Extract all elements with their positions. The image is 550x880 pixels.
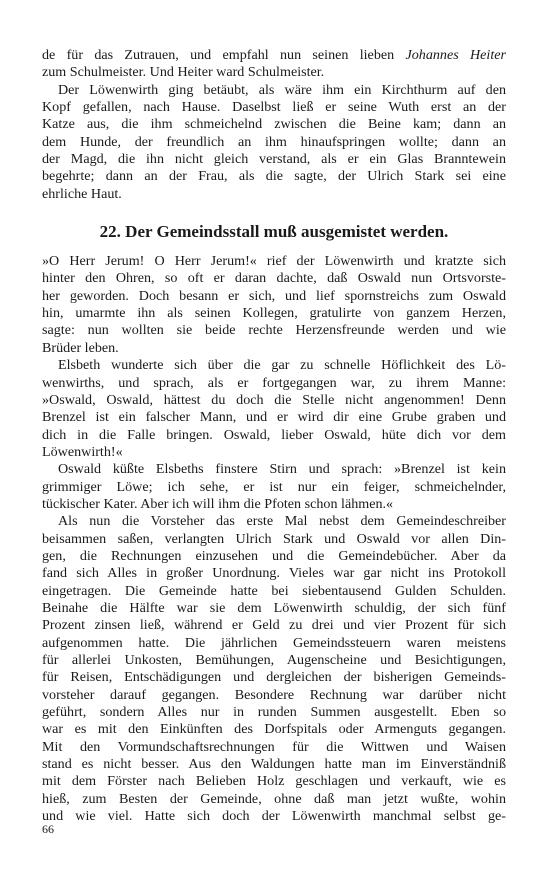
- text-line: tückischer Kater. Aber ich will ihm die Pfoten schon lähmen.«: [42, 495, 394, 512]
- text-line: gen, die Rechnungen einzusehen und die Gemeindebücher. Aber da: [42, 547, 506, 564]
- text-line: Oswald küßte Elsbeths finstere Stirn und sprach: »Brenzel ist kein: [58, 461, 506, 478]
- text-line: zum Schulmeister. Und Heiter ward Schulmeister.: [42, 64, 325, 81]
- paragraph-4: [42, 357, 506, 461]
- text-line: Löwenwirth!«: [42, 443, 123, 460]
- text-line: wenwirths, und sprach, als er fortgegangen war, zu ihrem Manne:: [42, 374, 506, 391]
- text-line: eingetragen. Die Gemeinde hatte bei siebentausend Gulden Schulden.: [42, 582, 506, 599]
- paragraph-5: [42, 461, 506, 513]
- text-line: fand sich Alles in großer Unordnung. Vieles war gar nicht ins Protokoll: [42, 565, 506, 582]
- text-span: de für das Zutrauen, und empfahl nun seinen lieben: [42, 47, 406, 63]
- text-line: Brüder leben.: [42, 339, 119, 356]
- text-line: »O Herr Jerum! O Herr Jerum!« rief der Löwenwirth und kratzte sich: [42, 253, 506, 270]
- paragraph-6: [42, 513, 506, 825]
- text-line: für allerlei Unkosten, Bemühungen, Augenscheine und Besichtigungen,: [42, 652, 506, 668]
- text-line: sagte: nun wollten sie beide rechte Herzensfreunde werden und wie: [42, 322, 506, 339]
- text-line: grimmiger Löwe; ich sehe, er ist nur ein feiger, schmeichelnder,: [42, 478, 506, 495]
- text-line: Mit den Vormundschaftsrechnungen für die Wittwen und Waisen: [42, 738, 506, 755]
- text-line: dich in die Falle bringen. Oswald, lieber Oswald, hüte dich vor dem: [42, 426, 506, 443]
- text-line: [42, 47, 506, 64]
- chapter-heading: 22. Der Gemeindsstall muß ausgemistet werden.: [99, 222, 449, 242]
- text-line: der Magd, die ihn nicht gleich verstand, als er ein Glas Branntewein: [42, 151, 506, 168]
- text-line: Elsbeth wunderte sich über die gar zu schnelle Höflichkeit des Lö-: [58, 357, 506, 374]
- text-line: hin, umarmte ihn als seinen Kollegen, gratulirte von ganzem Herzen,: [42, 305, 506, 322]
- text-line: beisammen saßen, verlangten Ulrich Stark und Oswald vor allen Din-: [42, 530, 506, 547]
- text-line: Kopf gefallen, nach Hause. Daselbst ließ er seine Wuth erst an der: [42, 99, 506, 116]
- text-line: vorsteher darauf gegangen. Besondere Rechnung war darüber nicht: [42, 686, 506, 703]
- text-line: Prozent zinsen ließ, während er Geld zu drei und vier Prozent für sich: [42, 617, 506, 634]
- text-line: mit dem Förster nach Belieben Holz geschlagen und verkauft, wie es: [42, 773, 506, 790]
- text-line: hinter den Ohren, so oft er daran dachte, daß Oswald nun Ortsvorste-: [42, 270, 506, 287]
- text-line: begehrte; dann an der Frau, als die sagte, der Ulrich Stark sei eine: [42, 168, 506, 185]
- text-line: hieß, zum Besten der Gemeinde, ohne daß man jetzt wußte, wohin: [42, 790, 506, 807]
- text-line: aufgenommen hatte. Die jährlichen Gemeindssteuern waren meistens: [42, 634, 506, 651]
- text-line: war es mit den Einkünften des Dorfspitals oder Armenguts gegangen.: [42, 721, 506, 738]
- text-line: ehrliche Haut.: [42, 185, 122, 202]
- text-line: dem Hunde, der freundlich an ihm hinaufspringen wollte; dann an: [42, 133, 506, 150]
- text-line: stand es nicht besser. Aus den Waldungen hatte man im Einverständniß: [42, 756, 506, 773]
- text-line: Katze aus, die ihm schmeichelnd zwischen die Beine kam; dann an: [42, 116, 506, 133]
- page-body: [42, 47, 506, 825]
- text-line: »Oswald, Oswald, hättest du doch die Stelle nicht angenommen! Denn: [42, 391, 506, 408]
- text-line: und wie viel. Hatte sich doch der Löwenwirth manchmal selbst ge-: [42, 808, 506, 825]
- page-number: 66: [42, 822, 54, 836]
- text-line: Als nun die Vorsteher das erste Mal nebst dem Gemeindeschreiber: [58, 513, 506, 530]
- text-line: Brenzel ist ein falscher Mann, und er wird dir eine Grube graben und: [42, 409, 506, 426]
- paragraph-3: [42, 253, 506, 357]
- text-line: Beinahe die Hälfte war sie dem Löwenwirth schuldig, der sich fünf: [42, 599, 506, 616]
- text-line: her geworden. Doch besann er sich, und lief spornstreichs zum Oswald: [42, 287, 506, 304]
- emphasis-name: Johannes Heiter: [405, 47, 506, 63]
- paragraph-1: [42, 47, 506, 82]
- text-line: Der Löwenwirth ging betäubt, als wäre ihm ein Kirchthurm auf den: [58, 81, 506, 98]
- text-line: für Reisen, Entschädigungen und dergleichen der bisherigen Gemeinds-: [42, 669, 506, 686]
- paragraph-2: [42, 82, 506, 203]
- text-line: geführt, sondern Alles nur in runden Summen ausgestellt. Eben so: [42, 704, 506, 721]
